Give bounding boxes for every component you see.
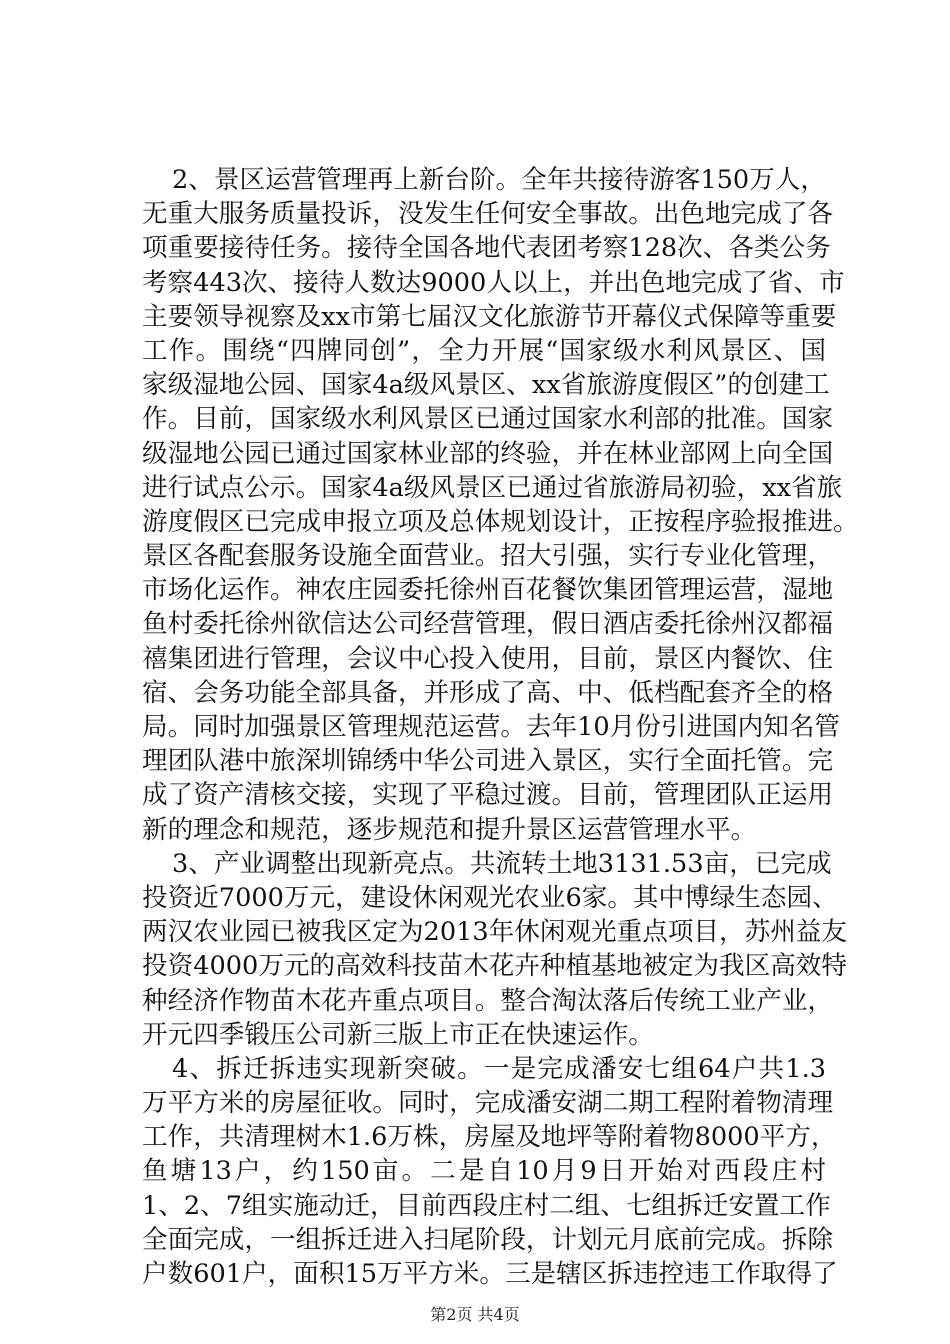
paragraph-scenic-operation xyxy=(142,163,859,847)
paragraph-line: 鱼塘13户，约150亩。二是自10月9日开始对西段庄村 xyxy=(142,1156,826,1187)
page-footer: 第2页 共4页 xyxy=(430,1305,520,1324)
paragraph-line: 种经济作物苗木花卉重点项目。整合淘汰落后传统工业产业， xyxy=(142,985,834,1016)
paragraph-line: 进行试点公示。国家4a级风景区已通过省旅游局初验，xx省旅 xyxy=(142,472,843,503)
paragraph-line: 市场化运作。神农庄园委托徐州百花餐饮集团管理运营，湿地 xyxy=(142,575,834,606)
paragraph-line: 新的理念和规范，逐步规范和提升景区运营管理水平。 xyxy=(142,814,757,845)
paragraph-line: 理团队港中旅深圳锦绣中华公司进入景区，实行全面托管。完 xyxy=(142,746,834,777)
paragraph-line: 户数601户，面积15万平方米。三是辖区拆违控违工作取得了 xyxy=(142,1259,838,1289)
paragraph-line: 全面完成，一组拆迁进入扫尾阶段，计划元月底前完成。拆除 xyxy=(142,1224,834,1255)
paragraph-line: 作。目前，国家级水利风景区已通过国家水利部的批准。国家 xyxy=(142,404,834,435)
paragraph-line: 鱼村委托徐州欲信达公司经营管理，假日酒店委托徐州汉都福 xyxy=(142,609,834,640)
paragraph-line: 局。同时加强景区管理规范运营。去年10月份引进国内知名管 xyxy=(142,712,841,742)
paragraph-line: 1、2、7组实施动迁，目前西段庄村二组、七组拆迁安置工作 xyxy=(142,1190,831,1221)
document-body xyxy=(142,163,859,1291)
paragraph-line: 景区各配套服务设施全面营业。招大引强，实行专业化管理， xyxy=(142,541,834,572)
paragraph-line: 禧集团进行管理，会议中心投入使用，目前，景区内餐饮、住 xyxy=(142,643,834,674)
paragraph-line: 2、景区运营管理再上新台阶。全年共接待游客150万人， xyxy=(172,165,826,195)
paragraph-line: 主要领导视察及xx市第七届汉文化旅游节开幕仪式保障等重要 xyxy=(142,301,837,332)
paragraph-line: 3、产业调整出现新亮点。共流转土地3131.53亩，已完成 xyxy=(172,848,832,879)
paragraph-industry-adjustment xyxy=(142,847,847,1052)
paragraph-line: 万平方米的房屋征收。同时，完成潘安湖二期工程附着物清理 xyxy=(142,1088,834,1119)
paragraph-line: 考察443次、接待人数达9000人以上，并出色地完成了省、市 xyxy=(142,267,845,298)
paragraph-line: 无重大服务质量投诉，没发生任何安全事故。出色地完成了各 xyxy=(142,199,834,230)
paragraph-line: 投资近7000万元，建设休闲观光农业6家。其中博绿生态园、 xyxy=(142,882,838,913)
paragraph-line: 游度假区已完成申报立项及总体规划设计，正按程序验报推进。 xyxy=(142,506,859,537)
paragraph-line: 投资4000万元的高效科技苗木花卉种植基地被定为我区高效特 xyxy=(142,951,847,982)
paragraph-line: 家级湿地公园、国家4a级风景区、xx省旅游度假区”的创建工 xyxy=(142,370,830,401)
paragraph-line: 级湿地公园已通过国家林业部的终验，并在林业部网上向全国 xyxy=(142,438,834,469)
paragraph-line: 宿、会务功能全部具备，并形成了高、中、低档配套齐全的格 xyxy=(142,677,834,708)
paragraph-demolition xyxy=(142,1052,838,1291)
paragraph-line: 成了资产清核交接，实现了平稳过渡。目前，管理团队正运用 xyxy=(142,780,834,811)
paragraph-line: 4、拆迁拆违实现新突破。一是完成潘安七组64户共1.3 xyxy=(172,1053,826,1084)
paragraph-line: 工作，共清理树木1.6万株，房屋及地坪等附着物8000平方， xyxy=(142,1122,837,1153)
paragraph-line: 工作。围绕“四牌同创”，全力开展“国家级水利风景区、国 xyxy=(142,335,826,366)
paragraph-line: 项重要接待任务。接待全国各地代表团考察128次、各类公务 xyxy=(142,233,831,264)
paragraph-line: 两汉农业园已被我区定为2013年休闲观光重点项目，苏州益友 xyxy=(142,917,847,948)
paragraph-line: 开元四季锻压公司新三版上市正在快速运作。 xyxy=(142,1019,654,1050)
